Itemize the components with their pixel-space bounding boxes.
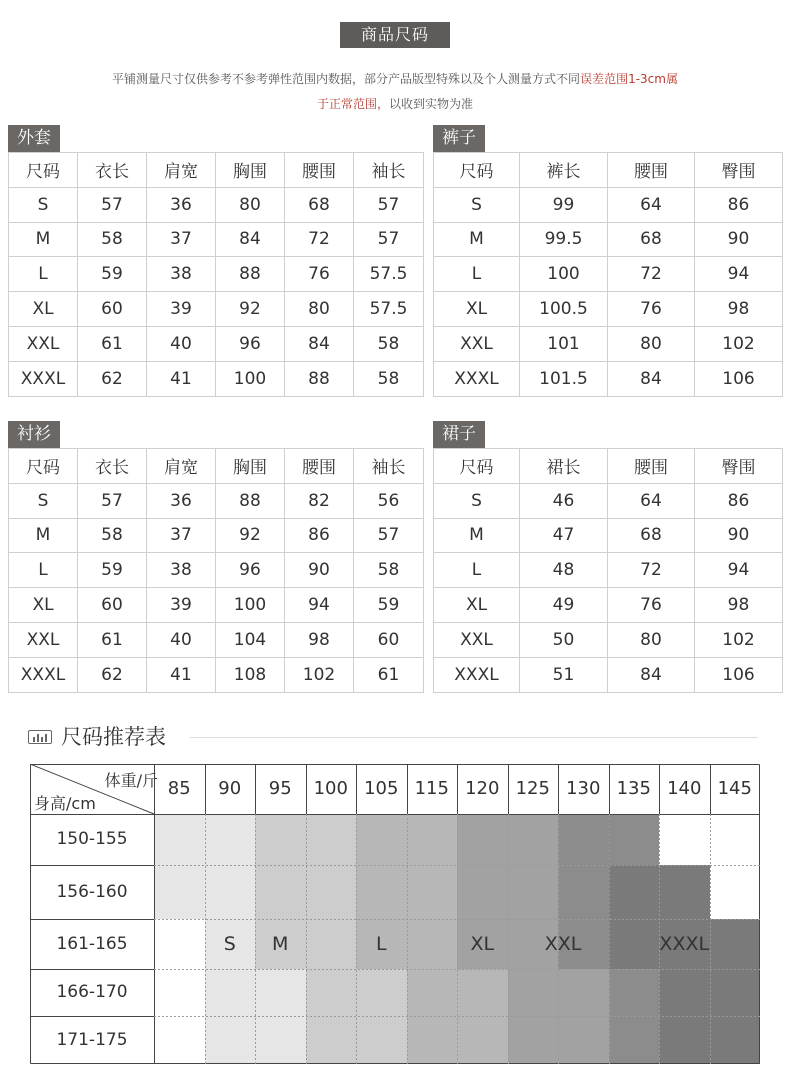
note-error-range-cont: 于正常范围， xyxy=(316,97,389,111)
column-header: 袖长 xyxy=(354,153,424,188)
table-cell: M xyxy=(9,222,78,257)
table-cell: XXXL xyxy=(9,361,78,396)
table-row xyxy=(9,518,424,553)
weight-header: 90 xyxy=(218,778,242,799)
table-cell: S xyxy=(9,187,78,222)
table-row xyxy=(9,222,424,257)
table-cell: S xyxy=(434,187,520,222)
table-cell: 100 xyxy=(520,257,608,292)
height-label: 150-155 xyxy=(56,829,128,849)
column-header: 袖长 xyxy=(354,449,424,484)
size-recommend-title: 尺码推荐表 xyxy=(61,725,166,749)
table-cell: 58 xyxy=(354,553,424,588)
size-zone-label: S xyxy=(223,933,236,955)
table-cell: 106 xyxy=(695,657,783,692)
table-row xyxy=(9,553,424,588)
table-header-row xyxy=(434,153,783,188)
table-cell: 101 xyxy=(520,326,608,361)
table-cell: 36 xyxy=(147,187,216,222)
weight-header: 95 xyxy=(268,778,292,799)
table-cell: 62 xyxy=(78,361,147,396)
table-cell: 76 xyxy=(608,588,695,623)
table-cell: S xyxy=(434,483,520,518)
grid-line xyxy=(30,764,154,814)
weight-header: 105 xyxy=(364,778,399,799)
table-cell: 102 xyxy=(285,657,354,692)
table-cell: L xyxy=(434,257,520,292)
note-text: 平铺测量尺寸仅供参考不参考弹性范围内数据，部分产品版型特殊以及个人测量方式不同 xyxy=(112,72,581,86)
ruler-icon xyxy=(28,730,52,744)
table-cell: XXL xyxy=(9,326,78,361)
table-cell: 84 xyxy=(608,657,695,692)
height-label: 161-165 xyxy=(56,934,128,954)
table-cell: 68 xyxy=(608,222,695,257)
table-cell: 94 xyxy=(285,588,354,623)
page-title: 商品尺码 xyxy=(340,22,450,48)
weight-header: 85 xyxy=(167,778,191,799)
pants-tag: 裤子 xyxy=(433,125,485,152)
shirt-table xyxy=(8,448,424,693)
note-error-range: 误差范围1-3cm属 xyxy=(580,72,678,86)
table-cell: 86 xyxy=(695,187,783,222)
table-cell: 64 xyxy=(608,187,695,222)
table-cell: 41 xyxy=(147,657,216,692)
table-cell: 80 xyxy=(285,292,354,327)
table-cell: 80 xyxy=(608,622,695,657)
table-cell: M xyxy=(434,222,520,257)
column-header: 臀围 xyxy=(695,153,783,188)
table-cell: 57 xyxy=(78,187,147,222)
table-cell: 84 xyxy=(608,361,695,396)
table-cell: 90 xyxy=(695,518,783,553)
table-row xyxy=(434,292,783,327)
table-row xyxy=(434,518,783,553)
table-cell: 72 xyxy=(285,222,354,257)
table-cell: 86 xyxy=(695,483,783,518)
skirt-table xyxy=(433,448,783,693)
table-cell: 64 xyxy=(608,483,695,518)
table-cell: 98 xyxy=(695,292,783,327)
table-row xyxy=(434,483,783,518)
column-header: 衣长 xyxy=(78,153,147,188)
table-cell: 60 xyxy=(354,622,424,657)
table-cell: 101.5 xyxy=(520,361,608,396)
jacket-table xyxy=(8,152,424,397)
table-cell: 40 xyxy=(147,326,216,361)
table-cell: XXXL xyxy=(434,657,520,692)
jacket-size-table xyxy=(8,125,423,400)
table-cell: XL xyxy=(434,588,520,623)
corner-height-label: 身高/cm xyxy=(34,794,96,813)
column-header: 尺码 xyxy=(9,449,78,484)
table-cell: 61 xyxy=(354,657,424,692)
measurement-note-line1 xyxy=(0,70,790,87)
table-cell: 47 xyxy=(520,518,608,553)
table-cell: XL xyxy=(9,588,78,623)
height-label: 166-170 xyxy=(56,982,128,1002)
column-header: 肩宽 xyxy=(147,449,216,484)
table-cell: 59 xyxy=(354,588,424,623)
table-cell: 100 xyxy=(216,588,285,623)
corner-weight-label: 体重/斤 xyxy=(104,771,158,790)
table-cell: L xyxy=(9,257,78,292)
table-row xyxy=(434,257,783,292)
pants-table xyxy=(433,152,783,397)
table-cell: 94 xyxy=(695,553,783,588)
table-cell: 58 xyxy=(354,326,424,361)
table-row xyxy=(9,588,424,623)
table-cell: 94 xyxy=(695,257,783,292)
table-cell: 57 xyxy=(354,222,424,257)
table-cell: 48 xyxy=(520,553,608,588)
table-cell: 38 xyxy=(147,553,216,588)
size-recommend-table xyxy=(30,764,760,1064)
table-header-row xyxy=(9,153,424,188)
table-cell: 41 xyxy=(147,361,216,396)
table-cell: 102 xyxy=(695,622,783,657)
table-cell: XXL xyxy=(434,622,520,657)
table-cell: 99 xyxy=(520,187,608,222)
table-cell: 100 xyxy=(216,361,285,396)
measurement-note-line2 xyxy=(0,95,790,112)
table-cell: 50 xyxy=(520,622,608,657)
table-cell: 57.5 xyxy=(354,257,424,292)
table-row xyxy=(9,622,424,657)
table-cell: 57 xyxy=(354,187,424,222)
table-row xyxy=(434,657,783,692)
table-cell: 96 xyxy=(216,553,285,588)
table-cell: S xyxy=(9,483,78,518)
table-cell: 58 xyxy=(78,518,147,553)
table-cell: 39 xyxy=(147,292,216,327)
pants-size-table xyxy=(433,125,782,400)
table-cell: 59 xyxy=(78,553,147,588)
table-cell: 58 xyxy=(354,361,424,396)
table-row xyxy=(9,657,424,692)
table-row xyxy=(9,292,424,327)
weight-header: 100 xyxy=(313,778,348,799)
table-cell: XXL xyxy=(434,326,520,361)
table-cell: 37 xyxy=(147,518,216,553)
table-header-row xyxy=(434,449,783,484)
grid-lines xyxy=(30,764,760,1064)
table-cell: 57.5 xyxy=(354,292,424,327)
size-zone-label: L xyxy=(375,933,387,955)
height-label: 156-160 xyxy=(56,882,128,902)
table-row xyxy=(434,361,783,396)
skirt-tag: 裙子 xyxy=(433,421,485,448)
table-cell: L xyxy=(9,553,78,588)
size-zone-label: M xyxy=(272,933,289,955)
table-cell: 49 xyxy=(520,588,608,623)
table-row xyxy=(434,326,783,361)
table-cell: 72 xyxy=(608,553,695,588)
header-divider xyxy=(190,737,758,738)
table-header-row xyxy=(9,449,424,484)
skirt-size-table xyxy=(433,421,782,696)
size-zone-label: XXXL xyxy=(659,933,710,955)
table-cell: 38 xyxy=(147,257,216,292)
column-header: 胸围 xyxy=(216,153,285,188)
weight-header: 120 xyxy=(465,778,500,799)
table-row xyxy=(434,588,783,623)
table-cell: 58 xyxy=(78,222,147,257)
column-header: 尺码 xyxy=(434,449,520,484)
table-cell: 80 xyxy=(216,187,285,222)
weight-header: 140 xyxy=(667,778,702,799)
table-cell: 37 xyxy=(147,222,216,257)
note-text-cont: 以收到实物为准 xyxy=(389,97,474,111)
table-cell: 61 xyxy=(78,622,147,657)
weight-header: 135 xyxy=(616,778,651,799)
table-cell: 86 xyxy=(285,518,354,553)
table-cell: 88 xyxy=(216,483,285,518)
table-cell: 82 xyxy=(285,483,354,518)
table-row xyxy=(434,553,783,588)
table-row xyxy=(9,361,424,396)
weight-header: 145 xyxy=(717,778,752,799)
table-cell: 46 xyxy=(520,483,608,518)
table-cell: 59 xyxy=(78,257,147,292)
size-zone-label: XXL xyxy=(544,933,582,955)
table-cell: 84 xyxy=(285,326,354,361)
table-cell: 108 xyxy=(216,657,285,692)
table-cell: 76 xyxy=(608,292,695,327)
column-header: 裙长 xyxy=(520,449,608,484)
table-row xyxy=(9,326,424,361)
table-cell: M xyxy=(9,518,78,553)
table-cell: 84 xyxy=(216,222,285,257)
column-header: 腰围 xyxy=(608,153,695,188)
table-cell: 68 xyxy=(285,187,354,222)
table-row xyxy=(9,483,424,518)
table-cell: 60 xyxy=(78,292,147,327)
table-cell: 60 xyxy=(78,588,147,623)
table-cell: 88 xyxy=(216,257,285,292)
table-cell: 92 xyxy=(216,518,285,553)
table-row xyxy=(434,187,783,222)
column-header: 腰围 xyxy=(285,449,354,484)
table-cell: 98 xyxy=(695,588,783,623)
table-cell: 36 xyxy=(147,483,216,518)
table-cell: XXXL xyxy=(9,657,78,692)
table-cell: XL xyxy=(434,292,520,327)
shirt-size-table xyxy=(8,421,423,696)
column-header: 衣长 xyxy=(78,449,147,484)
table-cell: 90 xyxy=(285,553,354,588)
shirt-tag: 衬衫 xyxy=(8,421,60,448)
weight-header: 130 xyxy=(566,778,601,799)
table-cell: 57 xyxy=(78,483,147,518)
column-header: 胸围 xyxy=(216,449,285,484)
column-header: 腰围 xyxy=(285,153,354,188)
table-cell: XXXL xyxy=(434,361,520,396)
column-header: 臀围 xyxy=(695,449,783,484)
jacket-tag: 外套 xyxy=(8,125,60,152)
table-cell: 80 xyxy=(608,326,695,361)
table-cell: 106 xyxy=(695,361,783,396)
table-cell: XXL xyxy=(9,622,78,657)
table-cell: 39 xyxy=(147,588,216,623)
table-cell: 76 xyxy=(285,257,354,292)
table-cell: 96 xyxy=(216,326,285,361)
size-zone-label: XL xyxy=(470,933,495,955)
table-cell: 56 xyxy=(354,483,424,518)
table-cell: 98 xyxy=(285,622,354,657)
table-cell: 62 xyxy=(78,657,147,692)
size-recommend-header xyxy=(28,722,758,752)
table-cell: 57 xyxy=(354,518,424,553)
weight-header: 115 xyxy=(414,778,449,799)
column-header: 腰围 xyxy=(608,449,695,484)
table-cell: 90 xyxy=(695,222,783,257)
column-header: 尺码 xyxy=(434,153,520,188)
table-row xyxy=(434,222,783,257)
table-cell: 51 xyxy=(520,657,608,692)
column-header: 裤长 xyxy=(520,153,608,188)
table-row xyxy=(9,257,424,292)
table-cell: 61 xyxy=(78,326,147,361)
table-cell: 40 xyxy=(147,622,216,657)
table-cell: 102 xyxy=(695,326,783,361)
table-cell: 68 xyxy=(608,518,695,553)
table-row xyxy=(434,622,783,657)
column-header: 尺码 xyxy=(9,153,78,188)
table-cell: L xyxy=(434,553,520,588)
table-cell: 104 xyxy=(216,622,285,657)
weight-header: 125 xyxy=(515,778,550,799)
table-row xyxy=(9,187,424,222)
column-header: 肩宽 xyxy=(147,153,216,188)
table-cell: XL xyxy=(9,292,78,327)
height-label: 171-175 xyxy=(56,1030,128,1050)
table-cell: 72 xyxy=(608,257,695,292)
table-cell: 100.5 xyxy=(520,292,608,327)
table-cell: 88 xyxy=(285,361,354,396)
table-cell: 99.5 xyxy=(520,222,608,257)
table-cell: M xyxy=(434,518,520,553)
table-cell: 92 xyxy=(216,292,285,327)
